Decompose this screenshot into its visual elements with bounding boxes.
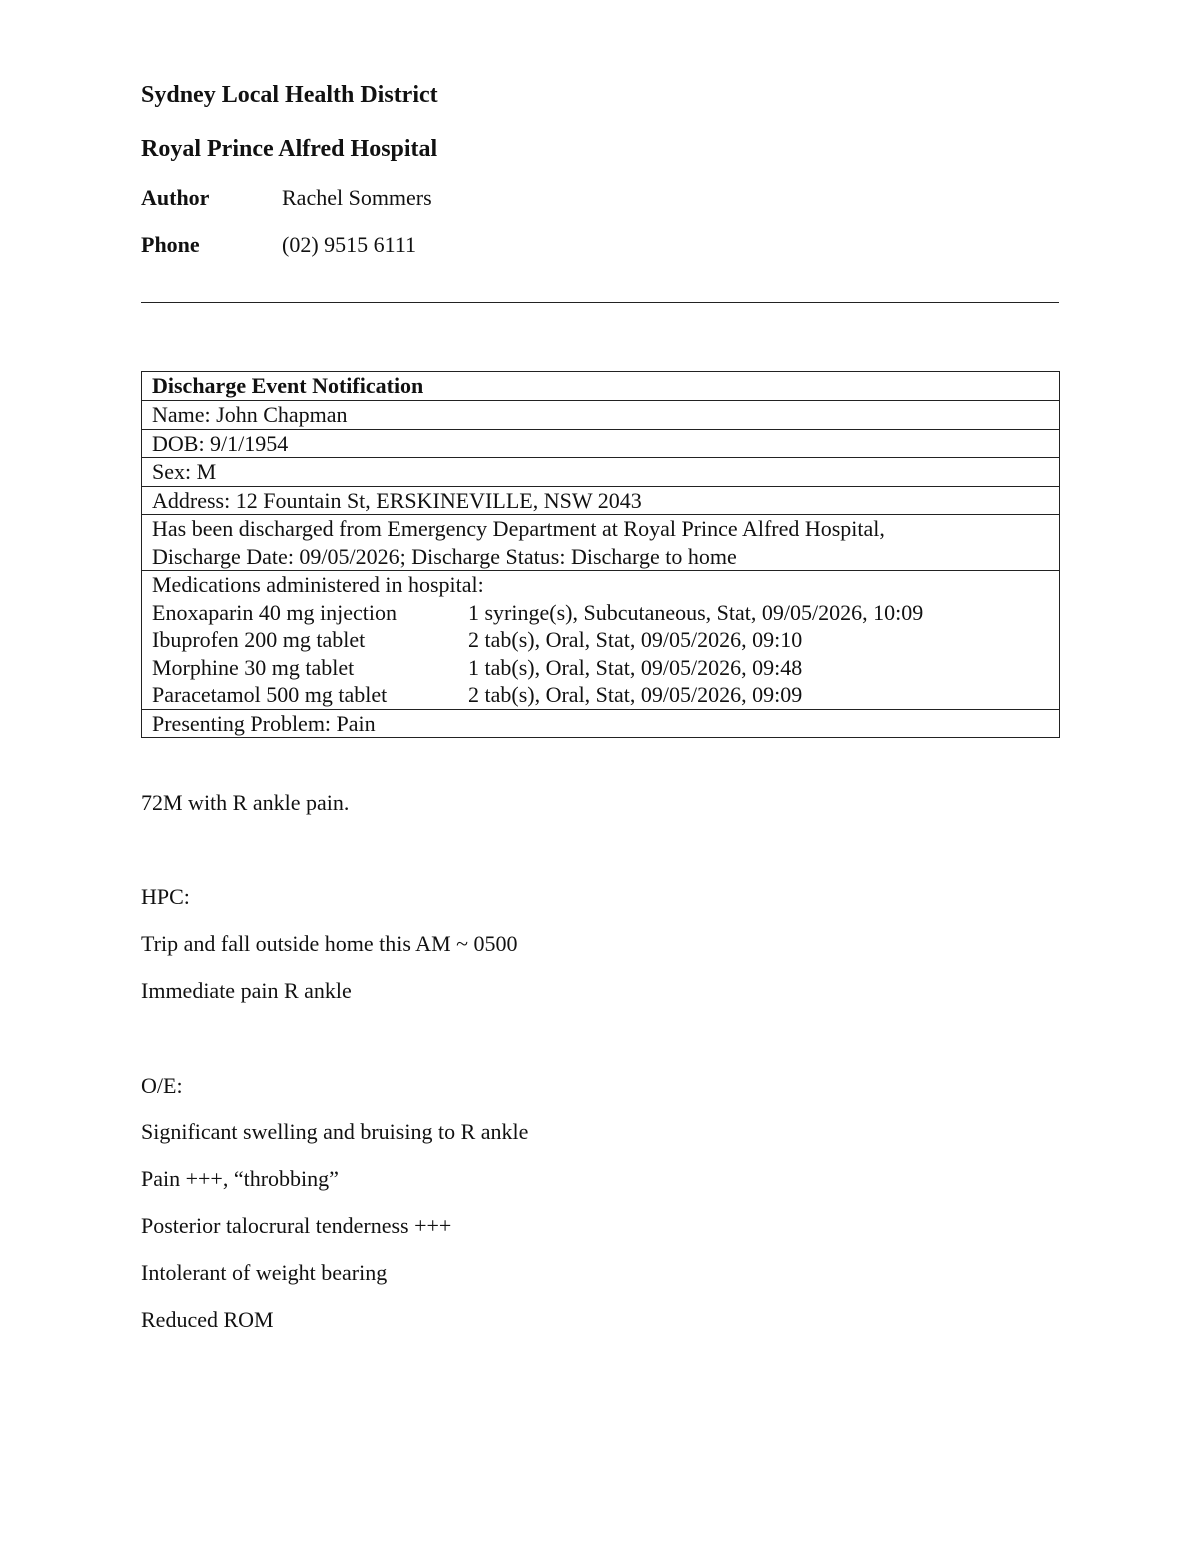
table-row [142,571,1060,710]
medication-detail: 1 syringe(s), Subcutaneous, Stat, 09/05/2026, 10:09 [468,599,924,625]
presenting-problem: Presenting Problem: Pain [142,709,1060,738]
medication-detail: 2 tab(s), Oral, Stat, 09/05/2026, 09:10 [468,627,803,652]
oe-item: Pain +++, “throbbing” [141,1166,339,1191]
hpc-item: Immediate pain R ankle [141,978,352,1003]
medication-name: Morphine 30 mg tablet [152,654,355,680]
discharge-line-2: Discharge Date: 09/05/2026; Discharge Status: Discharge to home [152,543,737,569]
medication-detail: 2 tab(s), Oral, Stat, 09/05/2026, 09:09 [468,682,803,707]
author-label: Author [141,185,210,210]
district-title: Sydney Local Health District [141,82,438,108]
medications-cell [142,571,1060,710]
table-row [142,486,1060,515]
patient-dob: DOB: 9/1/1954 [142,429,1060,458]
table-row [142,401,1060,430]
oe-item: Intolerant of weight bearing [141,1260,388,1285]
notification-title: Discharge Event Notification [142,372,1060,401]
oe-item: Reduced ROM [141,1307,274,1332]
phone-value: (02) 9515 6111 [282,232,417,257]
hpc-heading: HPC: [141,884,190,909]
medication-item [152,626,1049,654]
patient-address: Address: 12 Fountain St, ERSKINEVILLE, NSW 2043 [142,486,1060,515]
table-row [142,429,1060,458]
hpc-item: Trip and fall outside home this AM ~ 0500 [141,931,518,956]
discharge-details [142,515,1060,571]
oe-item: Significant swelling and bruising to R ankle [141,1119,529,1144]
table-row [142,515,1060,571]
patient-name: Name: John Chapman [142,401,1060,430]
patient-sex: Sex: M [142,458,1060,487]
medication-name: Paracetamol 500 mg tablet [152,682,388,707]
phone-label: Phone [141,232,200,257]
oe-item: Posterior talocrural tenderness +++ [141,1213,452,1238]
clinical-summary: 72M with R ankle pain. [141,790,350,815]
author-value: Rachel Sommers [282,185,432,210]
discharge-line-1: Has been discharged from Emergency Department at Royal Prince Alfred Hospital, [152,516,885,541]
horizontal-divider [141,302,1059,303]
medication-detail: 1 tab(s), Oral, Stat, 09/05/2026, 09:48 [468,654,803,680]
medication-name: Enoxaparin 40 mg injection [152,599,397,625]
table-row [142,372,1060,401]
medication-name: Ibuprofen 200 mg tablet [152,627,366,652]
discharge-notification-table [141,371,1060,738]
table-row [142,458,1060,487]
hospital-title: Royal Prince Alfred Hospital [141,136,438,162]
medication-item [152,654,1049,682]
oe-heading: O/E: [141,1073,183,1098]
medications-heading: Medications administered in hospital: [152,572,484,597]
table-row [142,709,1060,738]
medication-item [152,681,1049,709]
phone-row [141,232,416,258]
medication-item [152,599,1049,627]
author-row [141,185,432,211]
